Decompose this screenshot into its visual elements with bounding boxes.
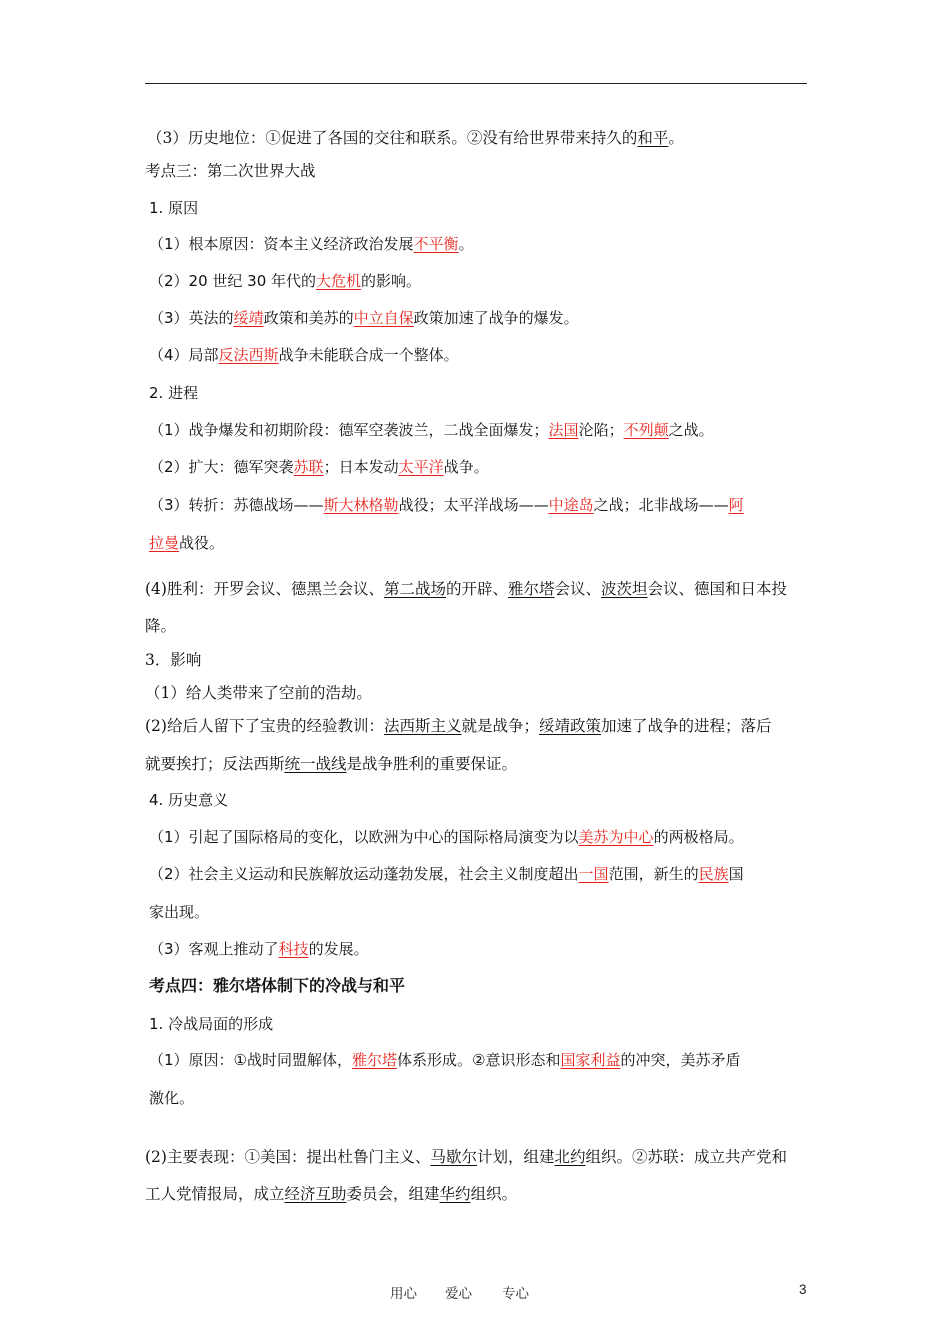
line-22: 家出现。 <box>149 903 210 921</box>
footer-text-1: 用心 <box>390 1286 417 1302</box>
line-12: 拉曼战役。 <box>149 534 225 552</box>
section-heading: 考点三：第二次世界大战 <box>145 162 316 180</box>
subheading: 1. 原因 <box>149 199 199 217</box>
line-27: 激化。 <box>149 1089 195 1107</box>
subheading: 2. 进程 <box>149 384 199 402</box>
page-number: 3 <box>799 1282 807 1297</box>
line-11: （3）转折：苏德战场——斯大林格勒战役；太平洋战场——中途岛之战；北非战场——阿 <box>149 496 744 514</box>
line-26: （1）原因：①战时同盟解体，雅尔塔体系形成。②意识形态和国家利益的冲突，美苏矛盾 <box>149 1051 741 1069</box>
section-heading-bold: 考点四：雅尔塔体制下的冷战与和平 <box>149 976 406 995</box>
line-14: 降。 <box>145 617 177 635</box>
line-23: （3）客观上推动了科技的发展。 <box>149 940 369 958</box>
line-7: （4）局部反法西斯战争未能联合成一个整体。 <box>149 346 459 364</box>
line-17: (2)给后人留下了宝贵的经验教训：法西斯主义就是战争；绥靖政策加速了战争的进程；落后 <box>145 717 772 735</box>
line-4: （1）根本原因：资本主义经济政治发展不平衡。 <box>149 235 474 253</box>
line-18: 就要挨打；反法西斯统一战线是战争胜利的重要保证。 <box>145 755 518 773</box>
line-21: （2）社会主义运动和民族解放运动蓬勃发展，社会主义制度超出一国范围，新生的民族国 <box>149 865 744 883</box>
subheading: 1. 冷战局面的形成 <box>149 1015 274 1033</box>
header-rule <box>145 83 807 84</box>
footer-text-2: 爱心 <box>445 1286 472 1302</box>
line-13: (4)胜利：开罗会议、德黑兰会议、第二战场的开辟、雅尔塔会议、波茨坦会议、德国和日本投 <box>145 580 788 598</box>
line-5: （2）20 世纪 30 年代的大危机的影响。 <box>149 272 422 290</box>
line-1: （3）历史地位：①促进了各国的交往和联系。②没有给世界带来持久的和平。 <box>147 129 684 147</box>
footer-text-3: 专心 <box>502 1286 529 1302</box>
line-6: （3）英法的绥靖政策和美苏的中立自保政策加速了战争的爆发。 <box>149 309 579 327</box>
subheading: 3．影响 <box>145 651 202 669</box>
line-9: （1）战争爆发和初期阶段：德军空袭波兰，二战全面爆发；法国沦陷；不列颠之战。 <box>149 421 714 439</box>
subheading: 4. 历史意义 <box>149 791 229 809</box>
line-28: (2)主要表现：①美国：提出杜鲁门主义、马歇尔计划，组建北约组织。②苏联：成立共产党和 <box>145 1148 788 1166</box>
line-29: 工人党情报局，成立经济互助委员会，组建华约组织。 <box>145 1185 518 1203</box>
line-10: （2）扩大：德军突袭苏联；日本发动太平洋战争。 <box>149 458 489 476</box>
line-20: （1）引起了国际格局的变化，以欧洲为中心的国际格局演变为以美苏为中心的两极格局。 <box>149 828 744 846</box>
line-16: （1）给人类带来了空前的浩劫。 <box>145 684 372 702</box>
